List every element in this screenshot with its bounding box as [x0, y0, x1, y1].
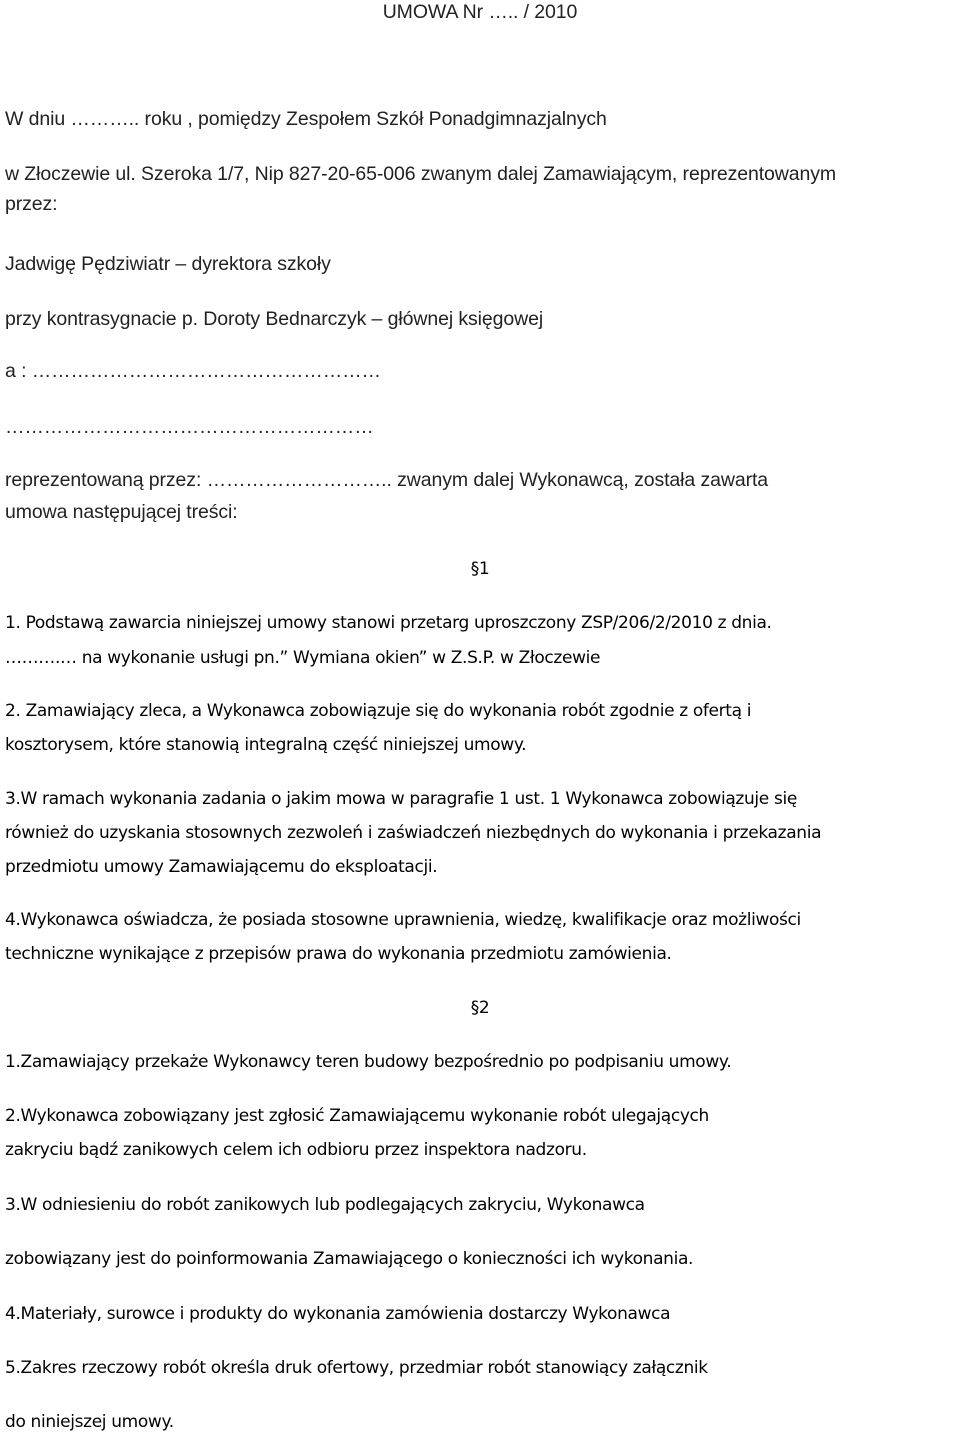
intro-line-1: W dniu ……….. roku , pomiędzy Zespołem Szkół Ponadgimnazjalnych [5, 108, 607, 130]
intro-line-6: a : ……………………………………………… [5, 360, 381, 382]
intro-line-3: przez: [5, 193, 58, 215]
section-1-line: ……….… na wykonanie usługi pn.” Wymiana okien” w Z.S.P. w Złoczewie [5, 648, 601, 668]
section-2-line: do niniejszej umowy. [5, 1412, 174, 1432]
section-1-line: 2. Zamawiający zleca, a Wykonawca zobowiązuje się do wykonania robót zgodnie z ofertą i [5, 701, 752, 721]
intro-line-5: przy kontrasygnacie p. Doroty Bednarczyk – głównej księgowej [5, 308, 544, 330]
section-1-line: kosztorysem, które stanowią integralną część niniejszej umowy. [5, 735, 527, 755]
section-1-line: 3.W ramach wykonania zadania o jakim mowa w paragrafie 1 ust. 1 Wykonawca zobowiązuje się [5, 789, 797, 809]
intro-line-7: ………………………………………………… [5, 416, 374, 438]
section-1-line: 4.Wykonawca oświadcza, że posiada stosowne uprawnienia, wiedzę, kwalifikacje oraz możliwości [5, 910, 801, 930]
section-1-line: 1. Podstawą zawarcia niniejszej umowy stanowi przetarg uproszczony ZSP/206/2/2010 z dnia. [5, 613, 772, 633]
section-2-line: zobowiązany jest do poinformowania Zamawiającego o konieczności ich wykonania. [5, 1249, 694, 1269]
section-2-line: 2.Wykonawca zobowiązany jest zgłosić Zamawiającemu wykonanie robót ulegających [5, 1106, 709, 1126]
document-title: UMOWA Nr ….. / 2010 [382, 1, 578, 23]
section-2-heading: §2 [470, 998, 490, 1018]
intro-line-8: reprezentowaną przez: ……………………….. zwanym dalej Wykonawcą, została zawarta [5, 469, 769, 491]
section-2-line: 3.W odniesieniu do robót zanikowych lub podlegających zakryciu, Wykonawca [5, 1195, 645, 1215]
section-2-line: 5.Zakres rzeczowy robót określa druk ofertowy, przedmiar robót stanowiący załącznik [5, 1358, 708, 1378]
section-2-line: 4.Materiały, surowce i produkty do wykonania zamówienia dostarczy Wykonawca [5, 1304, 671, 1324]
section-1-line: przedmiotu umowy Zamawiającemu do eksploatacji. [5, 857, 438, 877]
section-1-heading: §1 [470, 559, 490, 579]
intro-line-2: w Złoczewie ul. Szeroka 1/7, Nip 827-20-65-006 zwanym dalej Zamawiającym, reprezentowanym [5, 163, 837, 185]
section-1-line: techniczne wynikające z przepisów prawa do wykonania przedmiotu zamówienia. [5, 944, 672, 964]
section-2-line: 1.Zamawiający przekaże Wykonawcy teren budowy bezpośrednio po podpisaniu umowy. [5, 1052, 732, 1072]
intro-line-9: umowa następującej treści: [5, 501, 238, 523]
intro-line-4: Jadwigę Pędziwiatr – dyrektora szkoły [5, 253, 331, 275]
section-1-line: również do uzyskania stosownych zezwoleń i zaświadczeń niezbędnych do wykonania i przekazania [5, 823, 822, 843]
section-2-line: zakryciu bądź zanikowych celem ich odbioru przez inspektora nadzoru. [5, 1140, 587, 1160]
